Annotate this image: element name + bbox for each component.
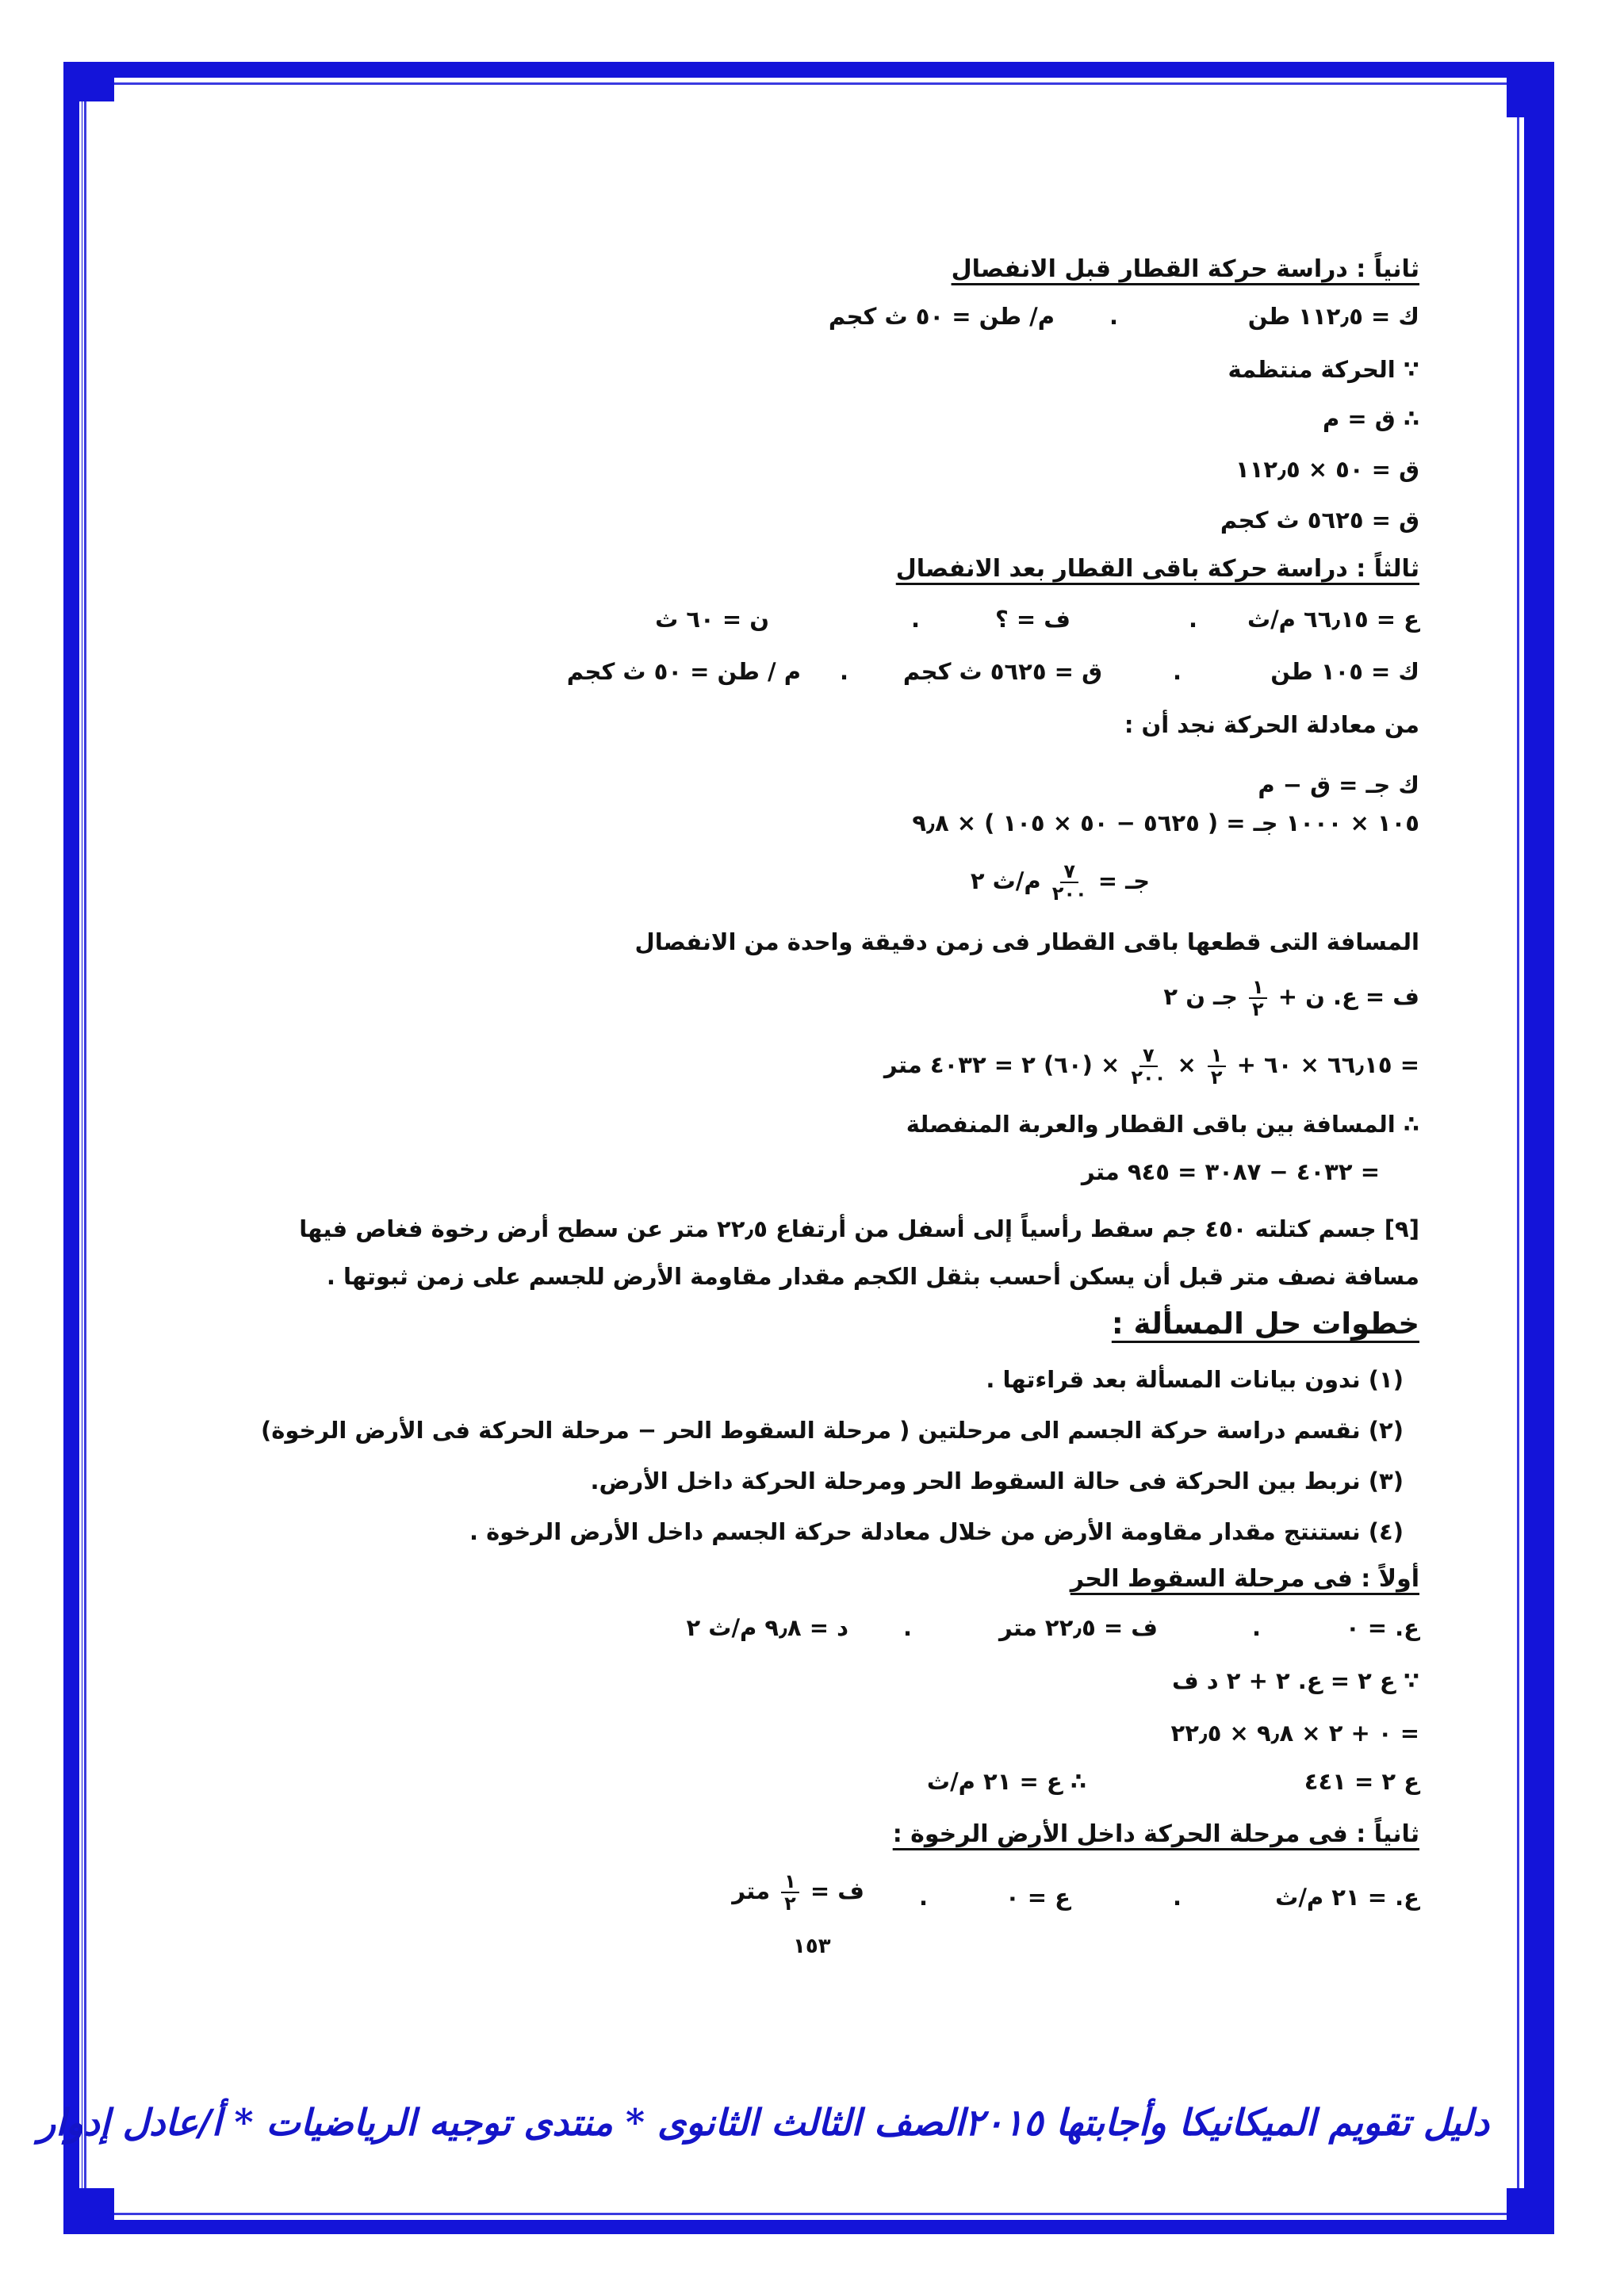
separator: . (918, 1884, 928, 1911)
distance-intro: المسافة التى قطعها باقى القطار فى زمن دقيقة واحدة من الانفصال (634, 928, 1419, 955)
distance-calc-end: × (٦٠) ٢ = ٤٠٣٢ متر (883, 1051, 1120, 1078)
step-3: (٣) نربط بين الحركة فى حالة السقوط الحر ومرحلة الحركة داخل الأرض. (590, 1468, 1404, 1494)
separator: . (902, 1614, 912, 1641)
given-resistance-after: م / طن = ٥٠ ث كجم (566, 658, 801, 685)
given-gravity: د = ٩٫٨ م/ث ٢ (686, 1614, 848, 1641)
heading-before-separation: ثانياً : دراسة حركة القطار قبل الانفصال (951, 255, 1419, 283)
equation-of-motion: ك جـ = ق − م (1258, 771, 1419, 798)
depth-unit: متر (732, 1877, 771, 1904)
separator: . (1172, 1884, 1182, 1911)
acceleration-fraction (1131, 1045, 1166, 1088)
force-result: ق = ٥٦٢٥ ث كجم (1220, 507, 1419, 534)
distance-formula-rhs: جـ ن ٢ (1163, 983, 1238, 1010)
fraction-numerator: ٧ (1139, 1045, 1158, 1067)
equation-substituted: ١٠٥ × ١٠٠٠ جـ = ( ٥٦٢٥ − ٥٠ × ١٠٥ ) × ٩٫٨ (912, 809, 1419, 836)
distance-calc-start: = ٦٦٫١٥ × ٦٠ + (1236, 1051, 1419, 1078)
acceleration-result (971, 861, 1150, 904)
frame-corner-top-right (1507, 62, 1554, 117)
kinematics-equation: ∵ ع ٢ = ع. ٢ + ٢ د ف (1172, 1667, 1419, 1694)
step-1: (١) ندون بيانات المسألة بعد قراءتها . (986, 1366, 1404, 1393)
given-force: ق = ٥٦٢٥ ث كجم (902, 658, 1102, 685)
fraction-numerator: ١ (1249, 977, 1267, 999)
fraction-numerator: ١ (781, 1871, 799, 1893)
given-distance: ف = ؟ (994, 606, 1071, 633)
page-number: ١٥٣ (793, 1934, 831, 1958)
given-velocity: ع = ٦٦٫١٥ م/ث (1247, 606, 1419, 633)
fraction-denominator: ٢٠٠ (1051, 882, 1087, 905)
problem-9-line-1: [٩] جسم كتلته ٤٥٠ جم سقط رأسياً إلى أسفل من أرتفاع ٢٢٫٥ متر عن سطح أرض رخوة فغاص فيها (299, 1215, 1419, 1242)
half-fraction (781, 1871, 799, 1914)
footer-credit: دليل تقويم الميكانيكا وأجابتها ٢٠١٥الصف الثالث الثانوى * منتدى توجيه الرياضيات * أ/عادل إدوار (38, 2101, 1489, 2144)
steps-heading: خطوات حل المسألة : (1111, 1307, 1419, 1341)
separator: . (1188, 606, 1197, 633)
acceleration-lhs: جـ = (1097, 867, 1150, 894)
velocity-result: ∴ ع = ٢١ م/ث (926, 1768, 1086, 1795)
equation-intro: من معادلة الحركة نجد أن : (1124, 711, 1419, 738)
fraction-numerator: ١ (1208, 1045, 1226, 1067)
fraction-numerator: ٧ (1060, 861, 1078, 883)
acceleration-unit: م/ث ٢ (970, 867, 1041, 894)
given-mass-remaining: ك = ١٠٥ طن (1270, 658, 1419, 685)
frame-corner-bottom-right (1507, 2188, 1554, 2234)
given-initial-velocity: ع. = ٠ (1345, 1614, 1419, 1641)
acceleration-fraction (1052, 861, 1087, 904)
given-resistance: م/ طن = ٥٠ ث كجم (828, 303, 1055, 330)
distance-formula (1163, 977, 1419, 1020)
fraction-denominator: ٢٠٠ (1131, 1066, 1166, 1089)
fraction-denominator: ٢ (1251, 998, 1264, 1020)
depth-lhs: ف = (810, 1877, 864, 1904)
separator: . (1109, 303, 1118, 330)
given-mass-train: ك = ١١٢٫٥ طن (1247, 303, 1419, 330)
velocity-squared: ع ٢ = ٤٤١ (1304, 1768, 1419, 1795)
half-fraction (1249, 977, 1267, 1020)
separator: . (910, 606, 920, 633)
gap-intro: ∴ المسافة بين باقى القطار والعربة المنفصلة (906, 1111, 1419, 1138)
given-entry-velocity: ع. = ٢١ م/ث (1275, 1884, 1419, 1911)
distance-calculation (884, 1045, 1419, 1088)
times-sign: × (1177, 1051, 1197, 1078)
problem-9-line-2: مسافة نصف متر قبل أن يسكن أحسب بثقل الكجم مقدار مقاومة الأرض للجسم على زمن ثبوتها . (326, 1263, 1419, 1290)
motion-uniform: ∵ الحركة منتظمة (1228, 356, 1419, 383)
separator: . (1172, 658, 1182, 685)
gap-value: = ٤٠٣٢ − ٣٠٨٧ = ٩٤٥ متر (1081, 1158, 1380, 1185)
separator: . (839, 658, 848, 685)
kinematics-substituted: = ٠ + ٢ × ٩٫٨ × ٢٢٫٥ (1170, 1720, 1419, 1747)
given-height: ف = ٢٢٫٥ متر (998, 1614, 1158, 1641)
separator: . (1251, 1614, 1261, 1641)
half-fraction (1208, 1045, 1226, 1088)
page-content (111, 238, 1419, 2030)
distance-formula-lhs: ف = ع. ن + (1277, 983, 1419, 1010)
given-time: ن = ٦٠ ث (655, 606, 769, 633)
step-4: (٤) نستنتج مقدار مقاومة الأرض من خلال معادلة حركة الجسم داخل الأرض الرخوة . (469, 1518, 1404, 1545)
given-penetration-depth (732, 1871, 864, 1914)
fraction-denominator: ٢ (1210, 1066, 1223, 1089)
fraction-denominator: ٢ (784, 1892, 796, 1915)
frame-corner-top-left (63, 62, 114, 101)
heading-free-fall: أولاً : فى مرحلة السقوط الحر (1070, 1565, 1419, 1593)
force-calc: ق = ٥٠ × ١١٢٫٥ (1235, 456, 1419, 483)
frame-corner-bottom-left (63, 2188, 114, 2234)
heading-soft-ground: ثانياً : فى مرحلة الحركة داخل الأرض الرخوة : (892, 1820, 1419, 1848)
heading-after-separation: ثالثاً : دراسة حركة باقى القطار بعد الانفصال (895, 555, 1419, 583)
force-equals-resistance: ∴ ق = م (1323, 405, 1419, 432)
given-final-velocity: ع = ٠ (1005, 1884, 1071, 1911)
step-2: (٢) نقسم دراسة حركة الجسم الى مرحلتين ( مرحلة السقوط الحر − مرحلة الحركة فى الأرض الرخوة) (260, 1417, 1404, 1444)
